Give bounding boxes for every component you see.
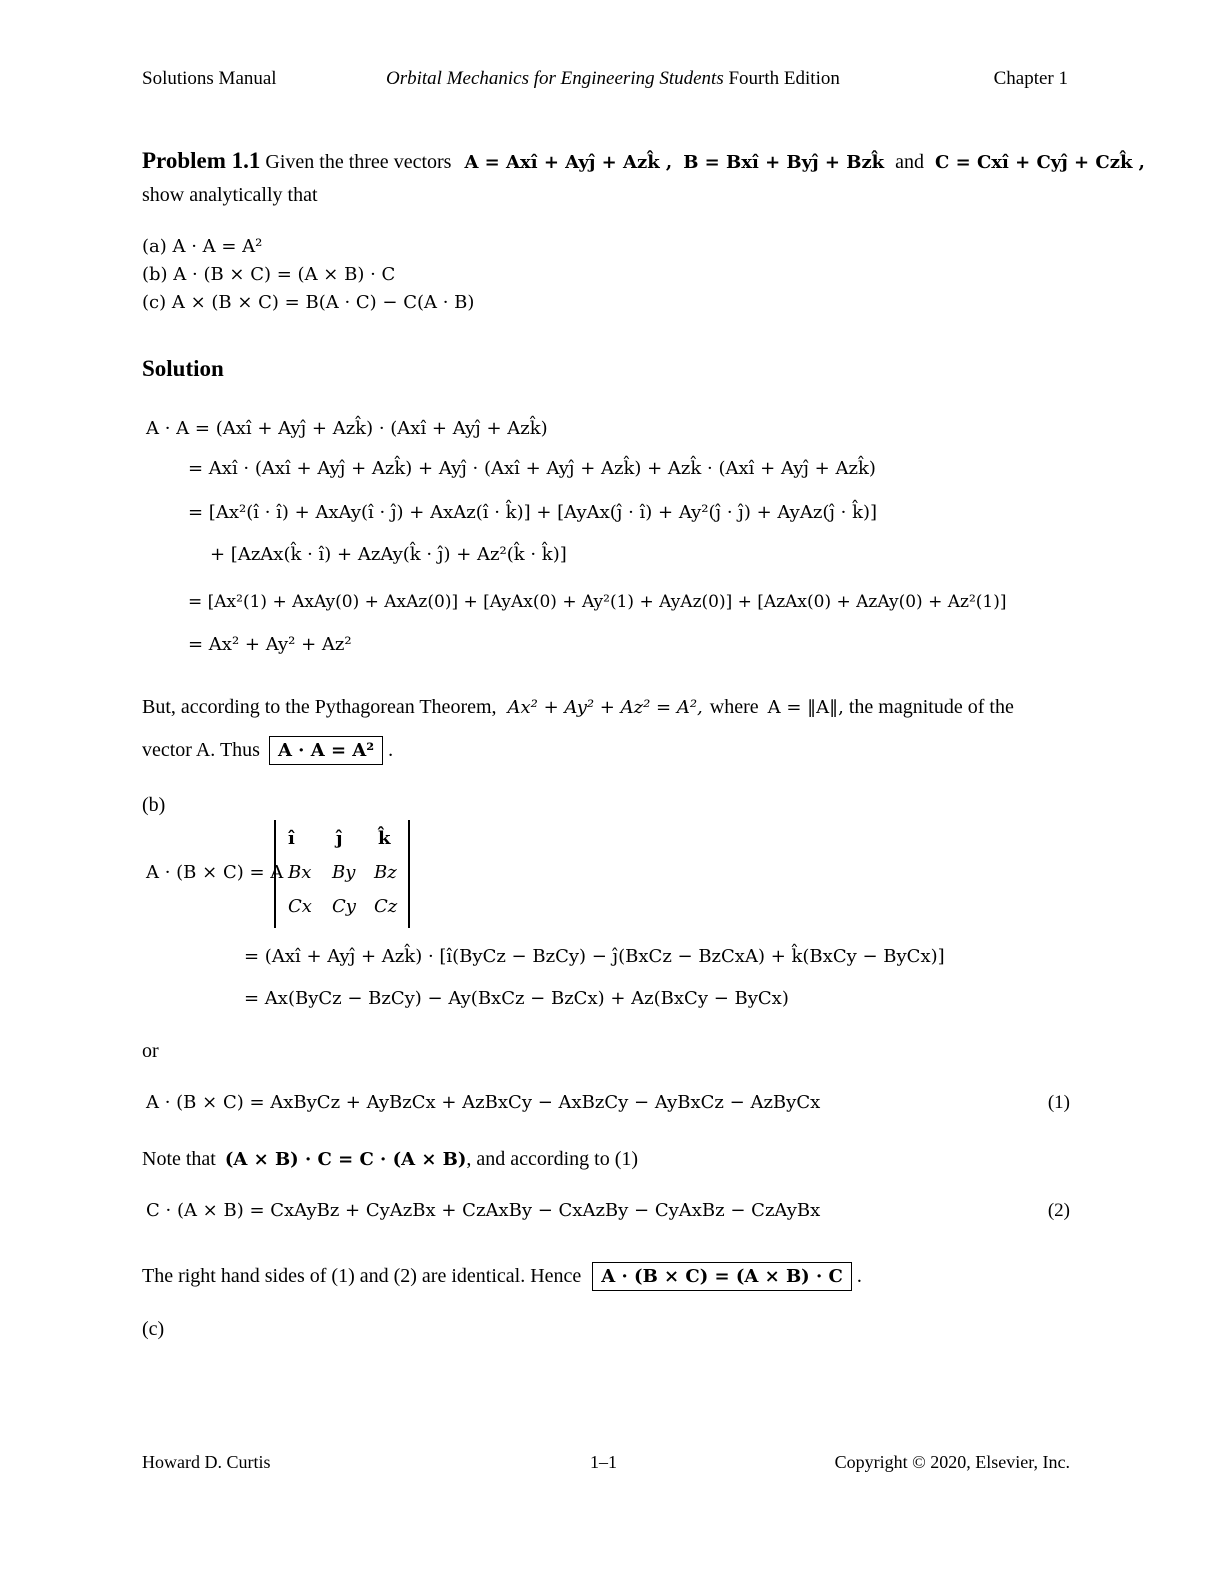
or-text: or: [142, 1040, 159, 1062]
note-text: Note that: [142, 1148, 216, 1170]
footer-page-number: 1–1: [590, 1452, 617, 1472]
vector-thus-text: vector A. Thus: [142, 739, 260, 761]
eq-a-line-5: = [Ax²(1) + AxAy(0) + AxAz(0)] + [AyAx(0) + Ay²(1) + AyAz(0)] + [AzAx(0) + AzAy(0) + Az²(1)]: [188, 592, 1007, 612]
header-left: Solutions Manual: [142, 68, 277, 89]
equation-1: A · (B × C) = AxByCz + AyBzCx + AzBxCy − AxBzCy − AyBxCz − AzByCx: [146, 1092, 821, 1113]
eq-a-line-6: = Ax² + Ay² + Az²: [188, 634, 352, 655]
vector-c-def: C = Cxî + Cyĵ + Czk̂ ,: [935, 152, 1145, 173]
header-center: [386, 68, 840, 90]
footer-copyright: Copyright © 2020, Elsevier, Inc.: [834, 1452, 1070, 1472]
note-rest: , and according to (1): [466, 1148, 639, 1170]
header-book-title: Orbital Mechanics for Engineering Students: [386, 68, 724, 89]
problem-line2: show analytically that: [142, 184, 318, 206]
result-a-box: A · A = A²: [269, 736, 383, 765]
eq-b-line-2: = Ax(ByCz − BzCy) − Ay(BxCz − BzCx) + Az(BxCy − ByCx): [244, 988, 789, 1009]
eq-a-line-1: A · A = (Axî + Ayĵ + Azk̂) · (Axî + Ayĵ + Azk̂): [146, 418, 548, 439]
rhs-sentence: The right hand sides of (1) and (2) are identical. Hence A · (B × C) = (A × B) · C .: [142, 1262, 862, 1291]
det-cell-bz: Bz: [374, 862, 397, 883]
result-b-box: A · (B × C) = (A × B) · C: [592, 1262, 852, 1291]
note-eq: (A × B) · C = C · (A × B): [224, 1149, 467, 1170]
pyth-text: But, according to the Pythagorean Theorem,: [142, 696, 497, 718]
part-b-label: (b): [142, 794, 166, 816]
equation-2: C · (A × B) = CxAyBz + CyAzBx + CzAxBy − CxAzBy − CyAxBz − CzAyBx: [146, 1200, 821, 1221]
equation-1-number: (1): [1047, 1092, 1070, 1113]
eq-a-line-4: + [AzAx(k̂ · î) + AzAy(k̂ · ĵ) + Az²(k̂ · k̂)]: [210, 544, 567, 565]
problem-intro: Given the three vectors: [265, 151, 452, 173]
eq-b-line-1: = (Axî + Ayĵ + Azk̂) · [î(ByCz − BzCy) − ĵ(BxCz − BzCxA) + k̂(BxCy − ByCx)]: [244, 946, 945, 967]
problem-item-c: (c) A × (B × C) = B(A · C) − C(A · B): [142, 292, 475, 313]
problem-item-a: (a) A · A = A²: [142, 236, 263, 257]
eq-a-line-2: = Axî · (Axî + Ayĵ + Azk̂) + Ayĵ · (Axî + Ayĵ + Azk̂) + Azk̂ · (Axî + Ayĵ + Azk̂): [188, 458, 876, 479]
header-right: Chapter 1: [993, 68, 1068, 89]
determinant: [274, 820, 410, 928]
pyth-eq: Ax² + Ay² + Az² = A²,: [507, 697, 703, 718]
and-text: and: [895, 151, 925, 173]
rhs-text: The right hand sides of (1) and (2) are identical. Hence: [142, 1265, 582, 1287]
det-cell-i-hat: î: [288, 828, 295, 849]
det-cell-cx: Cx: [288, 896, 312, 917]
solution-heading: Solution: [142, 356, 224, 381]
footer-author: Howard D. Curtis: [142, 1452, 271, 1472]
vector-b-def: B = Bxî + Byĵ + Bzk̂: [683, 152, 885, 173]
det-cell-k-hat: k̂: [378, 828, 391, 849]
det-cell-j-hat: ĵ: [336, 828, 343, 849]
det-cell-cy: Cy: [332, 896, 356, 917]
magnitude-eq: A = ‖A‖,: [767, 697, 844, 718]
where-text: where: [709, 696, 759, 718]
part-c-label: (c): [142, 1318, 165, 1340]
det-cell-bx: Bx: [288, 862, 312, 883]
vector-a-def: A = Axî + Ayĵ + Azk̂ ,: [464, 152, 673, 173]
magnitude-text: the magnitude of the: [848, 696, 1014, 718]
header-edition: Fourth Edition: [723, 68, 840, 89]
note-sentence: [142, 1148, 638, 1171]
equation-2-number: (2): [1047, 1200, 1070, 1221]
problem-label: Problem 1.1: [142, 148, 261, 173]
eq-a-line-3: = [Ax²(î · î) + AxAy(î · ĵ) + AxAz(î · k̂)] + [AyAx(ĵ · î) + Ay²(ĵ · ĵ) + AyAz(ĵ · k̂)]: [188, 502, 878, 523]
det-cell-cz: Cz: [374, 896, 398, 917]
pythagorean-sentence: [142, 696, 1014, 719]
det-lhs: A · (B × C) = A ·: [146, 862, 295, 883]
problem-statement: [142, 148, 1145, 174]
problem-item-b: (b) A · (B × C) = (A × B) · C: [142, 264, 396, 285]
det-cell-by: By: [332, 862, 356, 883]
thus-sentence: vector A. Thus A · A = A² .: [142, 736, 393, 765]
